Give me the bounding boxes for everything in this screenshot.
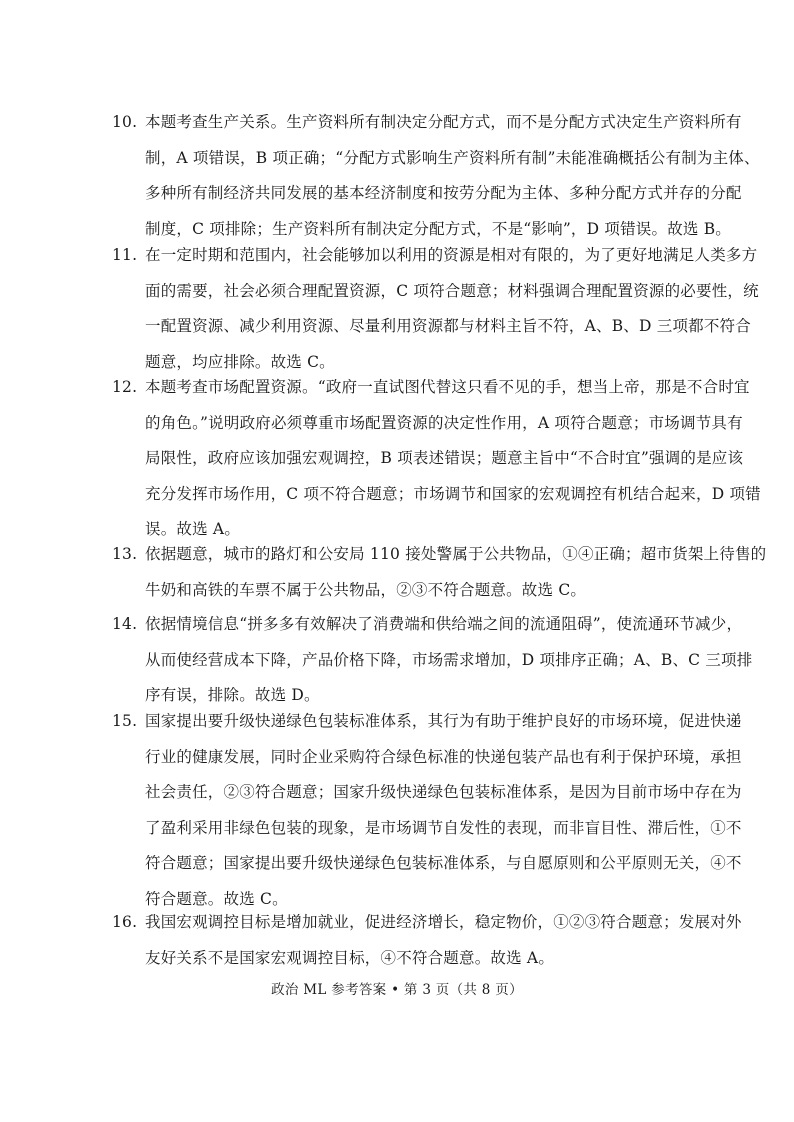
item-number: 16.	[112, 913, 138, 931]
item-line: 符合题意；国家提出要升级快递绿色包装标准体系，与自愿原则和公平原则无关，④不	[145, 854, 742, 872]
item-body	[112, 370, 761, 548]
item-line: 多种所有制经济共同发展的基本经济制度和按劳分配为主体、多种分配方式并存的分配	[145, 184, 742, 202]
answer-item-11	[112, 238, 759, 380]
item-number: 15.	[112, 712, 138, 730]
item-line: 在一定时期和范围内，社会能够加以利用的资源是相对有限的，为了更好地满足人类多方	[145, 246, 758, 264]
item-line: 制，A 项错误，B 项正确；“分配方式影响生产资料所有制”未能准确概括公有制为主体、	[145, 148, 760, 167]
item-line: 误。故选 A。	[145, 520, 241, 538]
item-body	[112, 905, 742, 976]
item-line: 一配置资源、减少利用资源、尽量利用资源都与材料主旨不符，A、B、D 三项都不符合	[145, 317, 751, 335]
item-line: 行业的健康发展，同时企业采购符合绿色标准的快递包装产品也有利于保护环境，承担	[145, 747, 742, 766]
item-line: 依据题意，城市的路灯和公安局 110 接处警属于公共物品，①④正确；超市货架上待售的	[145, 545, 767, 563]
item-line: 国家提出要升级快递绿色包装标准体系，其行为有助于维护良好的市场环境，促进快递	[145, 712, 742, 730]
answer-item-14	[112, 607, 753, 714]
item-line: 我国宏观调控目标是增加就业，促进经济增长，稳定物价，①②③符合题意；发展对外	[145, 913, 742, 931]
item-line: 题意，均应排除。故选 C。	[145, 352, 335, 371]
item-body	[112, 238, 759, 380]
item-line: 局限性，政府应该加强宏观调控，B 项表述错误；题意主旨中“不合时宜”强调的是应该	[145, 449, 744, 467]
item-line: 序有误，排除。故选 D。	[145, 686, 320, 704]
item-line: 的角色。”说明政府必须尊重市场配置资源的决定性作用，A 项符合题意；市场调节具有	[145, 413, 743, 432]
item-line: 面的需要，社会必须合理配置资源，C 项符合题意；材料强调合理配置资源的必要性，统	[145, 281, 759, 300]
item-body	[112, 607, 753, 714]
item-number: 14.	[112, 615, 138, 633]
item-line: 符合题意。故选 C。	[145, 889, 288, 908]
item-number: 13.	[112, 545, 138, 563]
item-number: 11.	[112, 246, 138, 264]
item-line: 本题考查生产关系。生产资料所有制决定分配方式，而不是分配方式决定生产资料所有	[145, 113, 742, 131]
answer-item-16	[112, 905, 742, 976]
item-line: 牛奶和高铁的车票不属于公共物品，②③不符合题意。故选 C。	[145, 580, 587, 599]
item-line: 友好关系不是国家宏观调控目标，④不符合题意。故选 A。	[145, 948, 555, 967]
answer-item-13	[112, 537, 767, 608]
item-number: 10.	[112, 113, 138, 131]
item-body	[112, 105, 760, 247]
item-line: 本题考查市场配置资源。“政府一直试图代替这只看不见的手，想当上帝，那是不合时宜	[145, 378, 750, 396]
item-line: 从而使经营成本下降，产品价格下降，市场需求增加，D 项排序正确；A、B、C 三项排	[145, 650, 753, 669]
item-body	[112, 537, 767, 608]
item-line: 依据情境信息“拼多多有效解决了消费端和供给端之间的流通阻碍”，使流通环节减少，	[145, 615, 743, 633]
item-number: 12.	[112, 378, 138, 396]
answer-item-10	[112, 105, 760, 247]
item-line: 了盈利采用非绿色包装的现象，是市场调节自发性的表现，而非盲目性、滞后性，①不	[145, 818, 742, 837]
answer-item-12	[112, 370, 761, 548]
item-line: 制度，C 项排除；生产资料所有制决定分配方式，不是“影响”，D 项错误。故选 B。	[145, 219, 732, 238]
page-footer: 政治 ML 参考答案 • 第 3 页（共 8 页）	[271, 982, 523, 998]
item-body	[112, 704, 742, 917]
answer-item-15	[112, 704, 742, 917]
item-line: 社会责任，②③符合题意；国家升级快递绿色包装标准体系，是因为目前市场中存在为	[145, 783, 742, 801]
item-line: 充分发挥市场作用，C 项不符合题意；市场调节和国家的宏观调控有机结合起来，D 项错	[145, 484, 761, 503]
